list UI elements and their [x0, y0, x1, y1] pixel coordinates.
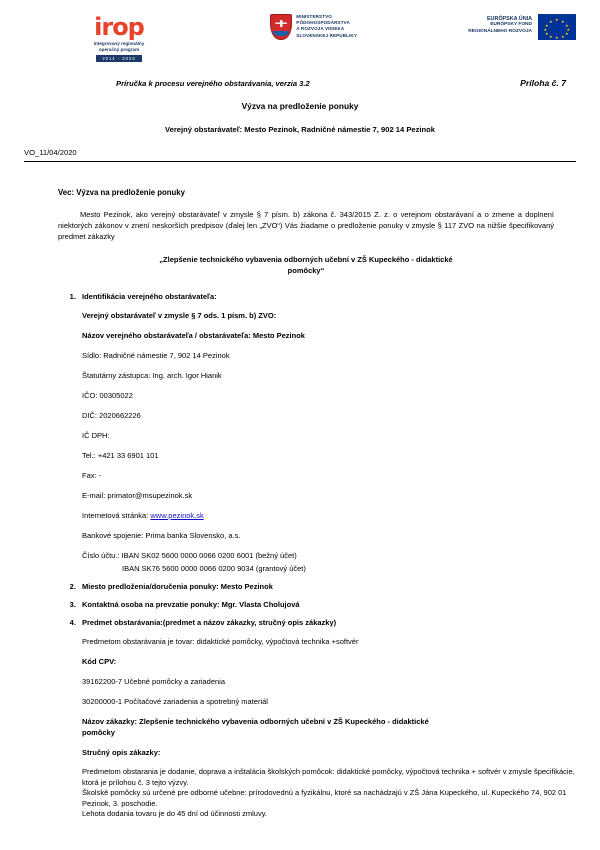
section-subject-of-procurement [78, 618, 576, 820]
website-link[interactable]: www.pezinok.sk [150, 511, 204, 520]
procurement-subject-line: Predmetom obstarávania je tovar: didaktické pomôcky, výpočtová technika +softvér [82, 637, 359, 646]
ministry-line-2: PÔDOHOSPODÁRSTVA [296, 20, 350, 26]
irop-logo [24, 13, 145, 62]
cpv-label: Kód CPV: [82, 657, 117, 666]
section-contact-person [78, 600, 576, 609]
account-line-2: IBAN SK76 5600 0000 0066 0200 9034 (grantový účet) [122, 564, 306, 573]
ic-dph-line: IČ DPH: [82, 431, 110, 440]
manual-annex-row [24, 78, 576, 88]
header-divider [24, 161, 576, 162]
short-description-paragraph-2: Školské pomôcky sú určené pre odborné učebne: prírodovednú a fyzikálnu, ktoré sa nachádzajú v ZŠ Jána Kupeckého, ul. Kupeckého 74, 902 01 Pezinok, 3. poschodie. [82, 788, 567, 808]
irop-subtitle-line-1: Integrovaný regionálny [93, 41, 145, 46]
website-line [82, 510, 576, 521]
intro-paragraph-text: Mesto Pezinok, ako verejný obstarávateľ v zmysle § 7 písm. b) zákona č. 343/2015 Z. z. o verejnom obstarávaní a o zmene a doplnení niektorých zákonov v znení neskorších predpisov (ďalej len „ZVO“) Vás žiadame o predloženie ponuky v zmysle § 117 ZVO na nižšie špecifikovaný predmet zákazky [58, 210, 554, 241]
telephone-line: Tel.: +421 33 6901 101 [82, 451, 159, 460]
ministry-line-3: A ROZVOJA VIDIEKA [296, 26, 345, 32]
account-line-1: Číslo účtu.: IBAN SK02 5600 0000 0066 0200 6001 (bežný účet) [82, 551, 297, 560]
contract-name-line-1: „Zlepšenie technického vybavenia odborných učební v ZŠ Kupeckého - didaktické [159, 255, 453, 264]
contract-name-line-2: pomôcky“ [287, 266, 325, 275]
short-description-label: Stručný opis zákazky: [82, 748, 161, 757]
eu-fund-line-1: EURÓPSKY FOND [490, 22, 532, 28]
website-label: Internetová stránka: [82, 511, 149, 520]
eu-fund-line-2: REGIONÁLNEHO ROZVOJA [468, 28, 532, 34]
email-line: E-mail: primator@msupezinok.sk [82, 491, 193, 500]
annex-label: Príloha č. 7 [520, 78, 566, 88]
statutory-representative-line: Štatutárny zástupca: Ing. arch. Igor Hianik [82, 371, 222, 380]
authority-name-line: Názov verejného obstarávateľa / obstarávateľa: Mesto Pezinok [82, 331, 305, 340]
contract-name-label-line-2: pomôcky [82, 728, 115, 737]
ministry-line-4: SLOVENSKEJ REPUBLIKY [296, 32, 357, 38]
authority-scope-line: Verejný obstarávateľ v zmysle § 7 ods. 1 písm. b) ZVO: [82, 311, 277, 320]
eu-logo [468, 14, 576, 40]
short-description-paragraph-1: Predmetom obstarania je dodanie, doprava a inštalácia školských pomôcok: didaktické pomôcky, výpočtová technika + softvér v zmysle špecifikácie, ktorá je prílohou č. 3 tejto výzvy. [82, 767, 575, 787]
ministry-logo [270, 14, 357, 40]
irop-years: 2014 - 2020 [96, 55, 141, 62]
reference-number: VO_11/04/2020 [24, 148, 77, 157]
intro-paragraph [58, 209, 554, 242]
ministry-line-1: MINISTERSTVO [296, 14, 332, 19]
contract-name-label-line-1: Názov zákazky: Zlepšenie technického vybavenia odborných učební v ZŠ Kupeckého - didaktické [82, 717, 429, 726]
cpv-item-2: 30200000-1 Počítačové zariadenia a spotrebný materiál [82, 697, 268, 706]
section-3-heading: Kontaktná osoba na prevzatie ponuky: Mgr. Vlasta Cholujová [82, 600, 300, 609]
ico-line: IČO: 00305022 [82, 391, 133, 400]
bank-line: Bankové spojenie: Prima banka Slovensko, a.s. [82, 531, 241, 540]
fax-line: Fax: - [82, 471, 102, 480]
section-1-heading: Identifikácia verejného obstarávateľa: [82, 292, 217, 301]
contract-name-quoted [58, 254, 554, 276]
section-identification [78, 292, 576, 573]
sections-list [24, 292, 576, 820]
eu-title: EURÓPSKA ÚNIA [486, 16, 532, 22]
slovak-crest-icon [270, 14, 292, 40]
dic-line: DIČ: 2020662226 [82, 411, 141, 420]
header-logos [24, 14, 576, 76]
manual-label: Príručka k procesu verejného obstarávania, verzia 3.2 [116, 79, 310, 88]
short-description-paragraph-3: Lehota dodania tovaru je do 45 dní od účinnosti zmluvy. [82, 809, 267, 818]
subject-line: Vec: Výzva na predloženie ponuky [58, 188, 185, 197]
page-title: Výzva na predloženie ponuky [241, 101, 359, 111]
cpv-item-1: 39162200-7 Učebné pomôcky a zariadenia [82, 677, 226, 686]
contracting-authority-line: Verejný obstarávateľ: Mesto Pezinok, Radničné námestie 7, 902 14 Pezinok [164, 125, 436, 134]
eu-flag-icon: ★ ★ ★ ★ ★ ★ ★ ★ ★ ★ ★ ★ [538, 14, 576, 40]
authority-seat-line: Sídlo: Radničné námestie 7, 902 14 Pezinok [82, 351, 230, 360]
irop-logo-mark: irop [94, 13, 144, 41]
section-place-of-submission [78, 582, 576, 591]
irop-subtitle-line-2: operačný program [98, 47, 140, 52]
section-2-heading: Miesto predloženia/doručenia ponuky: Mesto Pezinok [82, 582, 273, 591]
section-4-heading: Predmet obstarávania:(predmet a názov zákazky, stručný opis zákazky) [82, 618, 337, 627]
